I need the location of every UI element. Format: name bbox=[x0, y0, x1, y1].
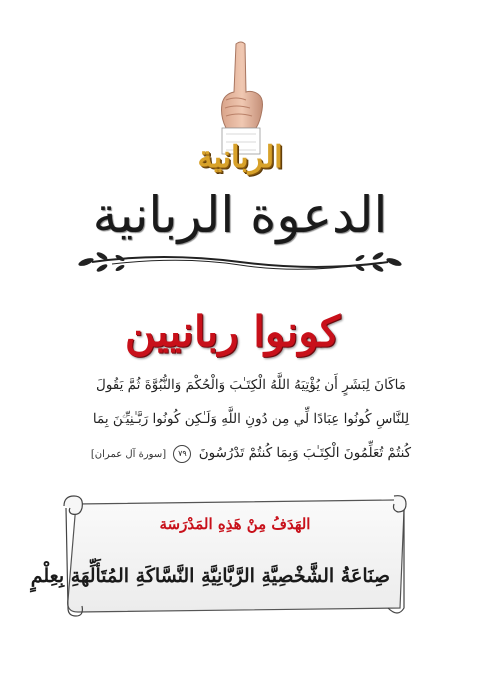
verse-line-text: كُنتُمْ تُعَلِّمُونَ الْكِتَـٰبَ وَبِمَا كُنتُمْ تَدْرُسُونَ bbox=[198, 445, 412, 461]
surah-reference: [سورة آل عمران] bbox=[90, 449, 167, 460]
goal-statement: صِنَاعَةُ الشَّخْصِيَّةِ الرَّبَّانِيَّةِ النَّسَّاكَةِ المُتَأَلِّهَةِ بِعِلْمٍ bbox=[30, 565, 390, 587]
quran-verse bbox=[90, 368, 412, 470]
floral-divider-ornament bbox=[72, 244, 408, 280]
logo-calligraphy: الربانية bbox=[197, 140, 283, 175]
slogan-calligraphy: كونوا ربانيين bbox=[124, 307, 340, 356]
verse-line bbox=[90, 436, 412, 472]
verse-line: مَاكَانَ لِبَشَرٍ أَن يُؤْتِيَهُ اللَّهُ الْكِتَـٰبَ وَالْحُكْمَ وَالنُّبُوَّةَ ثُمَّ يَقُولَ bbox=[96, 377, 406, 393]
page-title: الدعوة الربانية bbox=[92, 186, 388, 244]
goal-heading: الهَدَفُ مِنْ هَذِهِ المَدْرَسَة bbox=[159, 515, 311, 533]
ayah-number-marker: ٧٩ bbox=[173, 445, 191, 463]
verse-line: لِلنَّاسِ كُونُوا عِبَادًا لِّي مِن دُونِ اللَّهِ وَلَـٰكِن كُونُوا رَبَّـٰنِيِّـۧنَ بِمَا bbox=[92, 411, 410, 427]
